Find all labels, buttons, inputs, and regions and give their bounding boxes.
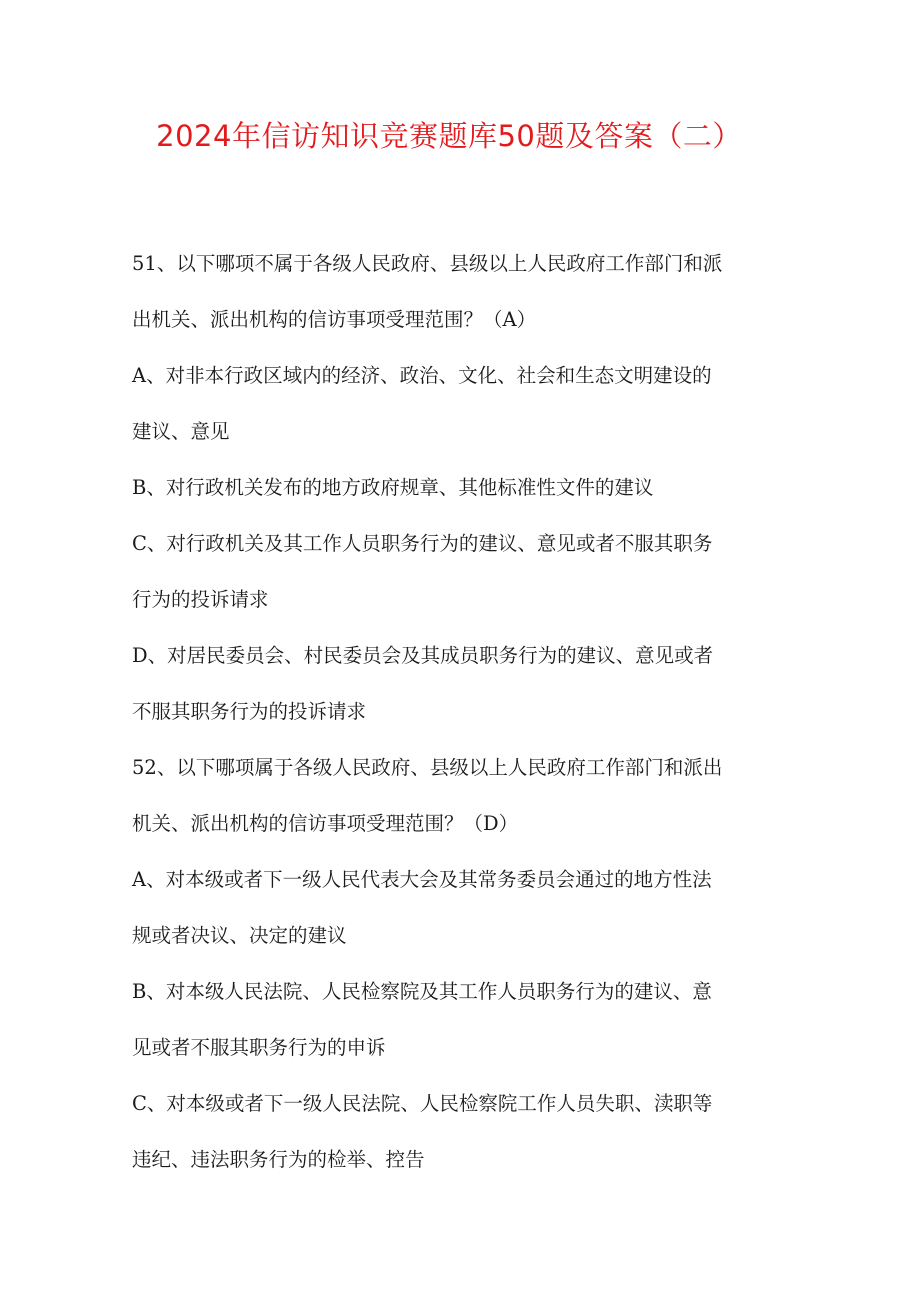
question-51-option-a xyxy=(132,348,792,460)
text-line: 机关、派出机构的信访事项受理范围？（D） xyxy=(132,812,519,835)
text-line: B、对行政机关发布的地方政府规章、其他标准性文件的建议 xyxy=(132,476,654,499)
text-line: C、对本级或者下一级人民法院、人民检察院工作人员失职、渎职等 xyxy=(132,1092,713,1115)
text-line: 违纪、违法职务行为的检举、控告 xyxy=(132,1148,425,1171)
question-52-stem xyxy=(132,740,792,852)
question-52-option-a xyxy=(132,852,792,964)
document-title: 2024年信访知识竞赛题库50题及答案（二） xyxy=(156,119,742,153)
text-line: 51、以下哪项不属于各级人民政府、县级以上人民政府工作部门和派 xyxy=(132,252,723,275)
text-line: 见或者不服其职务行为的申诉 xyxy=(132,1036,386,1059)
text-line: 52、以下哪项属于各级人民政府、县级以上人民政府工作部门和派出 xyxy=(132,756,723,779)
question-52-option-b xyxy=(132,964,792,1076)
text-line: 行为的投诉请求 xyxy=(132,588,269,611)
text-line: B、对本级人民法院、人民检察院及其工作人员职务行为的建议、意 xyxy=(132,980,712,1003)
question-51-stem xyxy=(132,236,792,348)
text-line: 规或者决议、决定的建议 xyxy=(132,924,347,947)
text-line: C、对行政机关及其工作人员职务行为的建议、意见或者不服其职务 xyxy=(132,532,713,555)
question-51-option-b xyxy=(132,460,792,516)
text-line: 不服其职务行为的投诉请求 xyxy=(132,700,367,723)
text-line: A、对本级或者下一级人民代表大会及其常务委员会通过的地方性法 xyxy=(132,868,712,891)
question-51-option-d xyxy=(132,628,792,740)
text-line: A、对非本行政区域内的经济、政治、文化、社会和生态文明建设的 xyxy=(132,364,712,387)
question-51-option-c xyxy=(132,516,792,628)
question-list xyxy=(132,236,792,1188)
text-line: 出机关、派出机构的信访事项受理范围？（A） xyxy=(132,308,537,331)
text-line: 建议、意见 xyxy=(132,420,230,443)
question-52-option-c xyxy=(132,1076,792,1188)
text-line: D、对居民委员会、村民委员会及其成员职务行为的建议、意见或者 xyxy=(132,644,714,667)
